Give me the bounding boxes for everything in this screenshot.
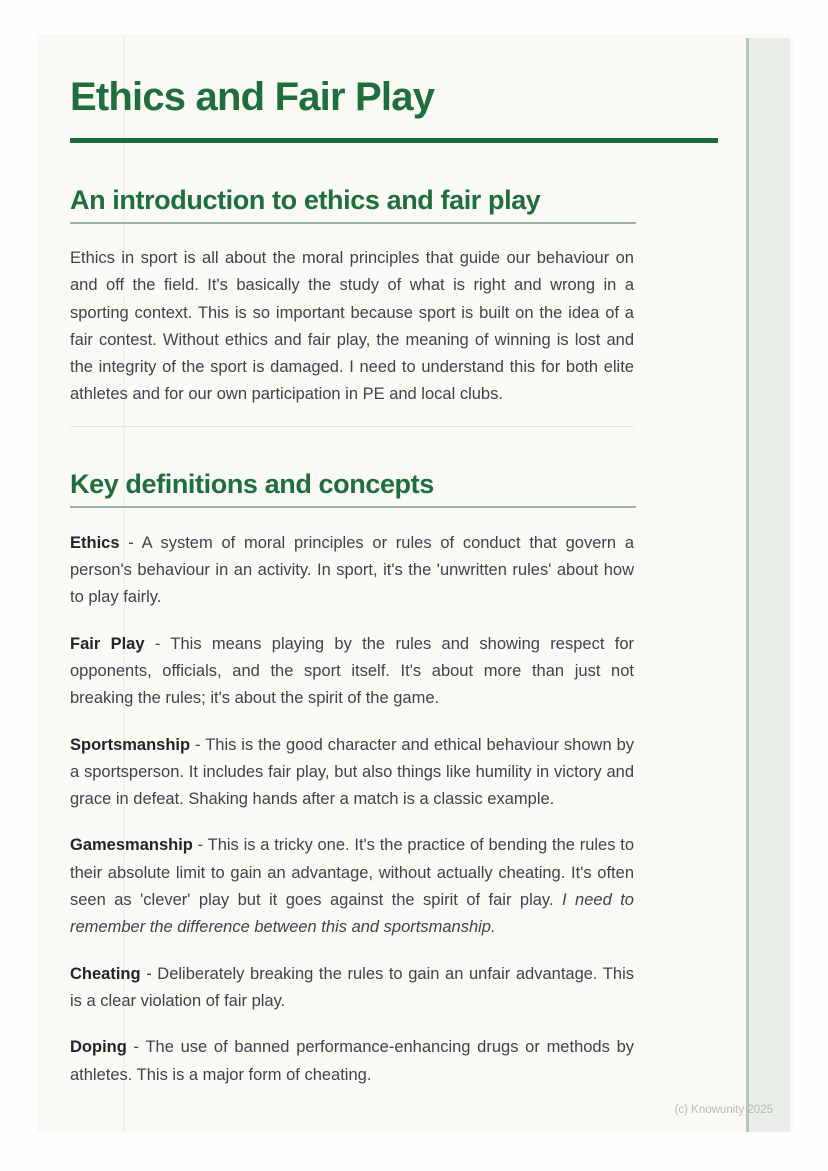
page-edge-strip: [746, 38, 790, 1132]
definitions-list: [70, 530, 634, 1089]
definition-item: [70, 732, 634, 814]
page-title: Ethics and Fair Play: [70, 75, 435, 119]
definition-item: [70, 1034, 634, 1089]
definition-item: [70, 530, 634, 612]
definition-term: Ethics: [70, 533, 120, 552]
definition-text: - The use of banned performance-enhancing drugs or methods by athletes. This is a major form of cheating.: [70, 1038, 634, 1084]
note-page: [38, 35, 792, 1132]
definition-term: Sportsmanship: [70, 735, 191, 754]
definition-term: Fair Play: [70, 634, 145, 653]
copyright-footer: (c) Knowunity 2025: [674, 1104, 773, 1116]
definition-note-italic: I need to remember the difference between this and sportsmanship.: [70, 891, 634, 937]
definition-item: [70, 631, 634, 713]
definition-text: - A system of moral principles or rules of conduct that govern a person's behaviour in an activity. In sport, it's the 'unwritten rules' about how to play fairly.: [70, 533, 634, 607]
definition-item: [70, 832, 634, 941]
definition-term: Cheating: [70, 964, 141, 983]
intro-paragraph: Ethics in sport is all about the moral principles that guide our behaviour on and off the field. It's basically the study of what is right and wrong in a sporting context. This is so important because sport is built on the idea of a fair contest. Without ethics and fair play, the meaning of winning is lost and the integrity of the sport is damaged. I need to understand this for both elite athletes and for our own participation in PE and local clubs.: [70, 249, 634, 404]
definitions-heading-underline: [70, 506, 636, 508]
definition-item: [70, 961, 634, 1016]
definition-text: - This means playing by the rules and showing respect for opponents, officials, and the sport itself. It's about more than just not breaking the rules; it's about the spirit of the game.: [70, 634, 634, 708]
section-heading-introduction: An introduction to ethics and fair play: [70, 185, 541, 215]
definition-text: - Deliberately breaking the rules to gain an unfair advantage. This is a clear violation of fair play.: [70, 964, 634, 1010]
section-divider: [70, 426, 634, 427]
intro-heading-underline: [70, 222, 636, 224]
title-rule: [70, 138, 718, 143]
definition-text: - This is the good character and ethical behaviour shown by a sportsperson. It includes fair play, but also things like humility in victory and grace in defeat. Shaking hands after a match is a classic example.: [70, 735, 634, 809]
page-content: [70, 35, 718, 1108]
definition-term: Doping: [70, 1038, 127, 1057]
definition-term: Gamesmanship: [70, 836, 193, 855]
section-heading-definitions: Key definitions and concepts: [70, 468, 434, 499]
definition-text: - This is a tricky one. It's the practice of bending the rules to their absolute limit to gain an advantage, without actually cheating. It's often seen as 'clever' play but it goes against the spirit of fair play.: [70, 836, 634, 910]
